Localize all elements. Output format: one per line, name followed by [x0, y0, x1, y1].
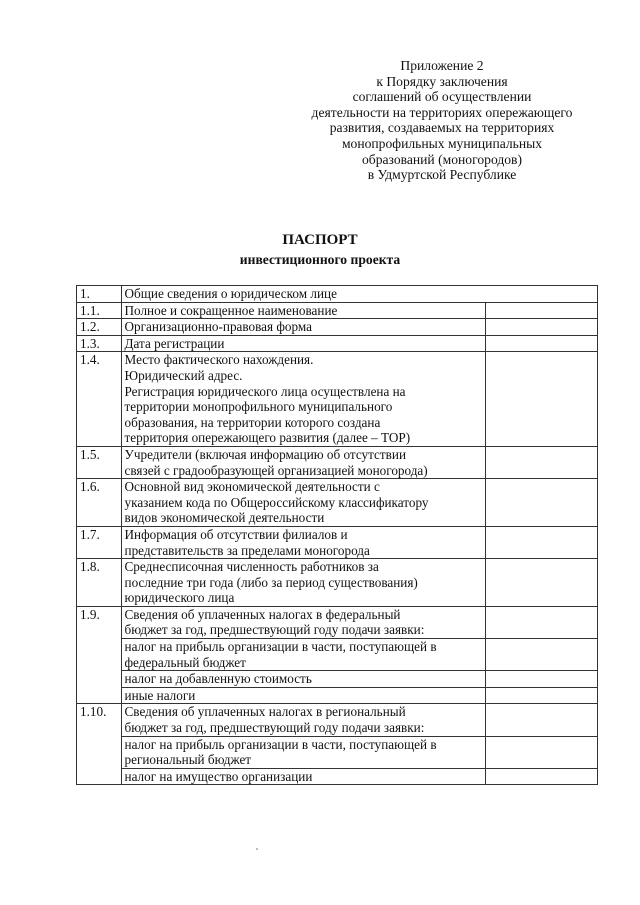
appendix-line: соглашений об осуществлении: [352, 89, 532, 105]
table-row: [77, 302, 598, 319]
item-text-line: связей с градообразующей организацией моногорода): [124, 462, 428, 478]
item-description: [121, 446, 485, 478]
item-description: [121, 768, 485, 785]
item-number: 1.1.: [77, 302, 122, 319]
item-description: [121, 559, 485, 607]
table-row: [77, 704, 598, 736]
item-description: [121, 526, 485, 558]
table-row: [77, 559, 598, 607]
item-description: [121, 319, 485, 336]
item-text-line: территория опережающего развития (далее – ТОР): [124, 430, 411, 446]
value-cell[interactable]: [485, 687, 597, 704]
value-cell[interactable]: [485, 479, 597, 527]
item-description: [121, 687, 485, 704]
item-text-line: Полное и сокращенное наименование: [124, 302, 338, 318]
item-text-line: территории монопрофильного муниципального: [124, 399, 393, 415]
item-text-line: Дата регистрации: [124, 335, 225, 351]
table-row: [77, 526, 598, 558]
table-row: [77, 671, 598, 688]
item-text-line: Учредители (включая информацию об отсутствии: [124, 446, 406, 462]
item-text-line: Общие сведения о юридическом лице: [124, 286, 337, 301]
item-text-line: налог на добавленную стоимость: [124, 671, 312, 687]
value-cell[interactable]: [485, 302, 597, 319]
document-subtitle: инвестиционного проекта: [239, 252, 401, 267]
item-text-line: иные налоги: [124, 687, 196, 703]
item-text-line: Сведения об уплаченных налогах в федеральный: [124, 606, 401, 622]
item-description: [121, 335, 485, 352]
value-cell[interactable]: [485, 559, 597, 607]
item-description: [121, 302, 485, 319]
item-text-line: налог на имущество организации: [124, 768, 313, 784]
appendix-line: деятельности на территориях опережающего: [311, 104, 573, 120]
value-cell[interactable]: [485, 446, 597, 478]
item-number: 1.7.: [77, 526, 122, 558]
item-description: [121, 286, 597, 303]
appendix-line: в Удмуртской Республике: [367, 167, 517, 183]
item-text-line: образования, на территории которого создана: [124, 414, 381, 430]
table-row: [77, 687, 598, 704]
item-description: [121, 479, 485, 527]
item-description: [121, 352, 485, 447]
value-cell[interactable]: [485, 526, 597, 558]
table-row: [77, 606, 598, 638]
item-text-line: Сведения об уплаченных налогах в региональный: [124, 704, 406, 720]
item-text-line: Среднесписочная численность работников за: [124, 559, 379, 575]
value-cell[interactable]: [485, 639, 597, 671]
document-title: ПАСПОРТ: [282, 232, 358, 248]
value-cell[interactable]: [485, 335, 597, 352]
item-number: 1.5.: [77, 446, 122, 478]
value-cell[interactable]: [485, 352, 597, 447]
table-row: [77, 768, 598, 785]
value-cell[interactable]: [485, 736, 597, 768]
table-row: [77, 352, 598, 447]
item-number: 1.9.: [77, 606, 122, 704]
item-text-line: федеральный бюджет: [124, 654, 246, 670]
item-text-line: указанием кода по Общероссийскому классификатору: [124, 494, 429, 510]
item-text-line: бюджет за год, предшествующий году подачи заявки:: [124, 720, 425, 736]
item-number: 1.2.: [77, 319, 122, 336]
item-description: [121, 606, 485, 638]
table-row: [77, 335, 598, 352]
appendix-header: [292, 58, 592, 183]
value-cell[interactable]: [485, 319, 597, 336]
appendix-line: монопрофильных муниципальных: [341, 135, 543, 151]
item-number: 1.: [77, 286, 122, 303]
value-cell[interactable]: [485, 704, 597, 736]
value-cell[interactable]: [485, 606, 597, 638]
item-number: 1.6.: [77, 479, 122, 527]
item-text-line: юридического лица: [124, 590, 235, 606]
value-cell[interactable]: [485, 671, 597, 688]
appendix-line: образований (моногородов): [361, 151, 523, 167]
item-text-line: налог на прибыль организации в части, поступающей в: [124, 639, 437, 655]
item-text-line: представительств за пределами моногорода: [124, 542, 370, 558]
item-text-line: Юридический адрес.: [124, 367, 243, 383]
item-text-line: Основной вид экономической деятельности с: [124, 479, 380, 495]
item-text-line: Информация об отсутствии филиалов и: [124, 526, 348, 542]
value-cell[interactable]: [485, 768, 597, 785]
appendix-line: Приложение 2: [400, 58, 484, 73]
item-text-line: видов экономической деятельности: [124, 510, 325, 526]
item-number: 1.3.: [77, 335, 122, 352]
table-row: [77, 446, 598, 478]
table-row: [77, 736, 598, 768]
table-row: [77, 479, 598, 527]
passport-table-body: [77, 286, 598, 785]
appendix-line: развития, создаваемых на территориях: [329, 120, 555, 136]
table-row: [77, 319, 598, 336]
item-number: 1.8.: [77, 559, 122, 607]
scan-speck: [256, 848, 258, 850]
item-text-line: Организационно-правовая форма: [124, 319, 313, 335]
item-description: [121, 736, 485, 768]
item-text-line: Место фактического нахождения.: [124, 352, 314, 368]
item-description: [121, 639, 485, 671]
item-text-line: налог на прибыль организации в части, поступающей в: [124, 736, 437, 752]
appendix-line: к Порядку заключения: [376, 73, 508, 89]
item-description: [121, 704, 485, 736]
passport-table: [76, 285, 598, 785]
table-row: [77, 286, 598, 303]
item-number: 1.4.: [77, 352, 122, 447]
item-number: 1.10.: [77, 704, 122, 785]
item-text-line: бюджет за год, предшествующий году подачи заявки:: [124, 622, 425, 638]
item-description: [121, 671, 485, 688]
table-row: [77, 639, 598, 671]
item-text-line: Регистрация юридического лица осуществлена на: [124, 383, 406, 399]
item-text-line: последние три года (либо за период существования): [124, 574, 418, 590]
item-text-line: региональный бюджет: [124, 752, 252, 768]
